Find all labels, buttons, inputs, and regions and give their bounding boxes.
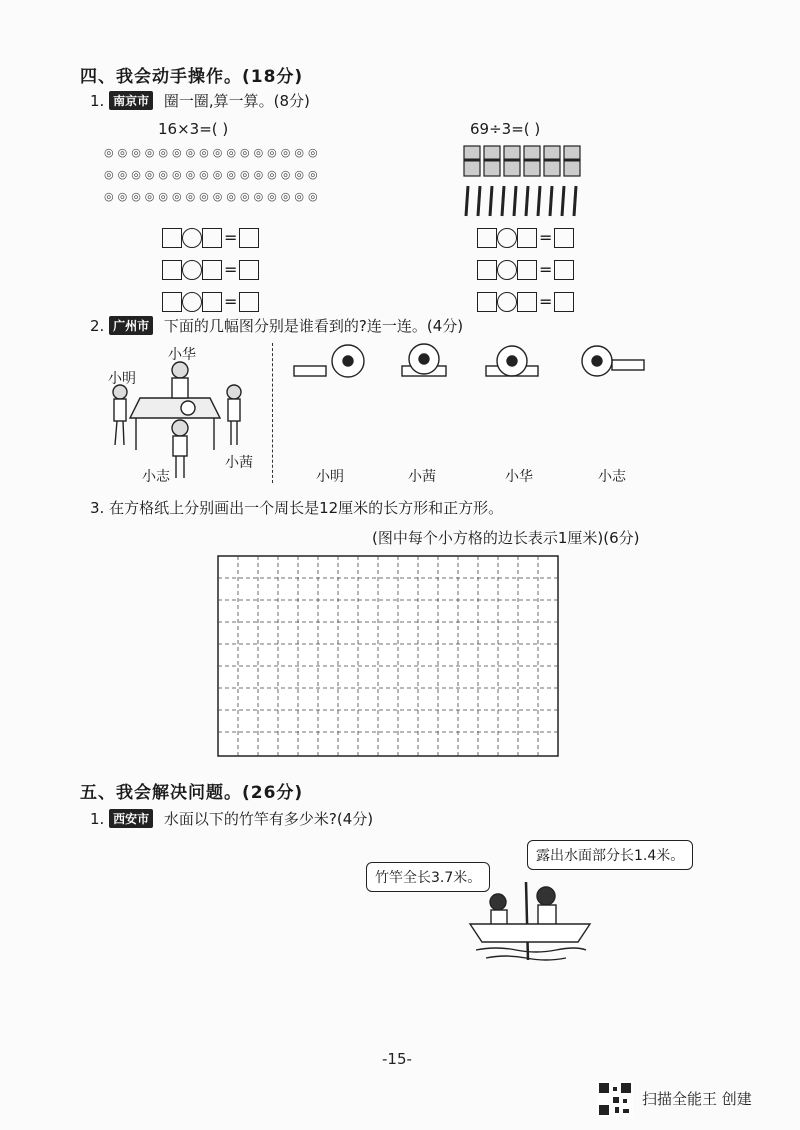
person-label: 小明 [108,371,136,387]
section-5-title: 五、我会解决问题。(26分) [80,783,304,803]
answer-box[interactable] [202,260,222,280]
question-text: 下面的几幅图分别是谁看到的?连一连。(4分) [163,317,464,335]
question-number: 1. [90,92,105,110]
person-label: 小华 [168,347,196,363]
answer-box[interactable] [239,292,259,312]
speech-bubble-left: 竹竿全长3.7米。 [366,862,490,892]
answer-label: 小明 [316,469,344,485]
boat-scene-image [466,880,596,965]
left-equation: 16×3=( ) [158,120,229,138]
answer-box[interactable] [554,292,574,312]
view-options-image [290,340,650,385]
operator-circle[interactable] [182,228,202,248]
watermark-text: 扫描全能王 创建 [642,1090,752,1108]
answer-label: 小志 [598,469,626,485]
speech-bubble-right: 露出水面部分长1.4米。 [527,840,693,870]
operator-circle[interactable] [182,260,202,280]
answer-boxes-left: = = = [162,227,259,323]
question-number: 2. [90,317,105,335]
operator-circle[interactable] [497,228,517,248]
answer-box[interactable] [517,228,537,248]
answer-box[interactable] [517,260,537,280]
answer-box[interactable] [517,292,537,312]
answer-box[interactable] [554,260,574,280]
answer-box[interactable] [477,292,497,312]
question-number: 1. [90,810,105,828]
ball-icon [181,401,195,415]
question-text: 水面以下的竹竿有多少米?(4分) [163,810,374,828]
answer-box[interactable] [239,260,259,280]
answer-box[interactable] [162,292,182,312]
divider [272,343,273,483]
city-tag: 广州市 [109,316,153,335]
bamboo-pole-icon [526,882,528,960]
operator-circle[interactable] [182,292,202,312]
answer-label: 小茜 [408,469,436,485]
answer-box[interactable] [239,228,259,248]
question-text: 在方格纸上分别画出一个周长是12厘米的长方形和正方形。 [109,499,504,517]
question-2-line [90,315,463,336]
question-3-line [90,497,503,518]
page-number: -15- [382,1050,412,1068]
answer-boxes-right: = = = [477,227,574,323]
section-4-title: 四、我会动手操作。(18分) [80,67,304,87]
answer-label: 小华 [505,469,533,485]
question-1-line [90,90,310,111]
answer-box[interactable] [202,292,222,312]
coil-row: ◎◎◎◎◎◎◎◎◎◎◎◎◎◎◎◎ [104,168,322,181]
question-5-1-line [90,808,373,829]
boat-icon [470,924,590,942]
answer-box[interactable] [477,228,497,248]
answer-box[interactable] [202,228,222,248]
answer-box[interactable] [477,260,497,280]
operator-circle[interactable] [497,292,517,312]
grid-note: (图中每个小方格的边长表示1厘米)(6分) [372,529,640,547]
stick-bundles-image [460,140,590,220]
question-number: 3. [90,499,105,517]
coil-rows [104,146,322,203]
question-text: 圈一圈,算一算。(8分) [163,92,310,110]
city-tag: 西安市 [109,809,153,828]
qr-code-icon [597,1081,633,1117]
city-tag: 南京市 [109,91,153,110]
operator-circle[interactable] [497,260,517,280]
answer-box[interactable] [162,260,182,280]
person-label: 小志 [142,469,170,485]
answer-box[interactable] [554,228,574,248]
coil-row: ◎◎◎◎◎◎◎◎◎◎◎◎◎◎◎◎ [104,146,322,159]
stick-bundle-icon [464,146,480,176]
answer-box[interactable] [162,228,182,248]
grid-paper[interactable] [217,555,561,759]
person-label: 小茜 [225,455,253,471]
coil-row: ◎◎◎◎◎◎◎◎◎◎◎◎◎◎◎◎ [104,190,322,203]
right-equation: 69÷3=( ) [470,120,541,138]
